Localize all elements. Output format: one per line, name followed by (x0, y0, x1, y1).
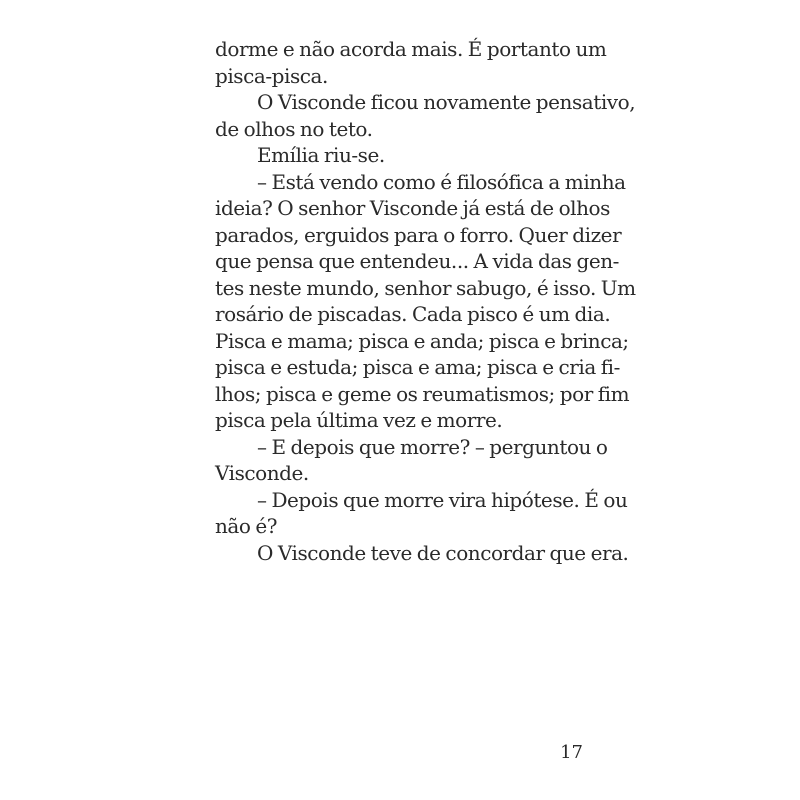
text-line: O Visconde teve de concordar que era. (257, 540, 629, 565)
text-line: não é? (215, 514, 278, 538)
text-line: pisca pela última vez e morre. (215, 408, 503, 432)
text-line: Visconde. (215, 461, 309, 485)
text-line: que pensa que entendeu... A vida das gen- (215, 249, 619, 273)
text-line: pisca e estuda; pisca e ama; pisca e cria fi- (215, 355, 620, 379)
text-line: lhos; pisca e geme os reumatismos; por fim (215, 381, 630, 406)
text-line: rosário de piscadas. Cada pisco é um dia. (215, 302, 611, 326)
text-line: pisca-pisca. (215, 63, 328, 88)
text-line: – Está vendo como é filosófica a minha (257, 169, 626, 194)
text-line: – Depois que morre vira hipótese. É ou (257, 487, 628, 512)
text-line: parados, erguidos para o forro. Quer dizer (215, 222, 622, 247)
text-line: ideia? O senhor Visconde já está de olhos (215, 196, 610, 220)
text-line: O Visconde ficou novamente pensativo, (257, 90, 636, 114)
text-line: de olhos no teto. (215, 116, 373, 141)
text-line: dorme e não acorda mais. É portanto um (215, 37, 607, 61)
body-text (215, 36, 636, 566)
text-line: – E depois que morre? – perguntou o (257, 434, 608, 459)
text-line: Emília riu-se. (257, 143, 385, 167)
text-line: tes neste mundo, senhor sabugo, é isso. Um (215, 275, 636, 300)
page-number: 17 (560, 742, 583, 763)
text-line: Pisca e mama; pisca e anda; pisca e brinca; (215, 328, 629, 353)
